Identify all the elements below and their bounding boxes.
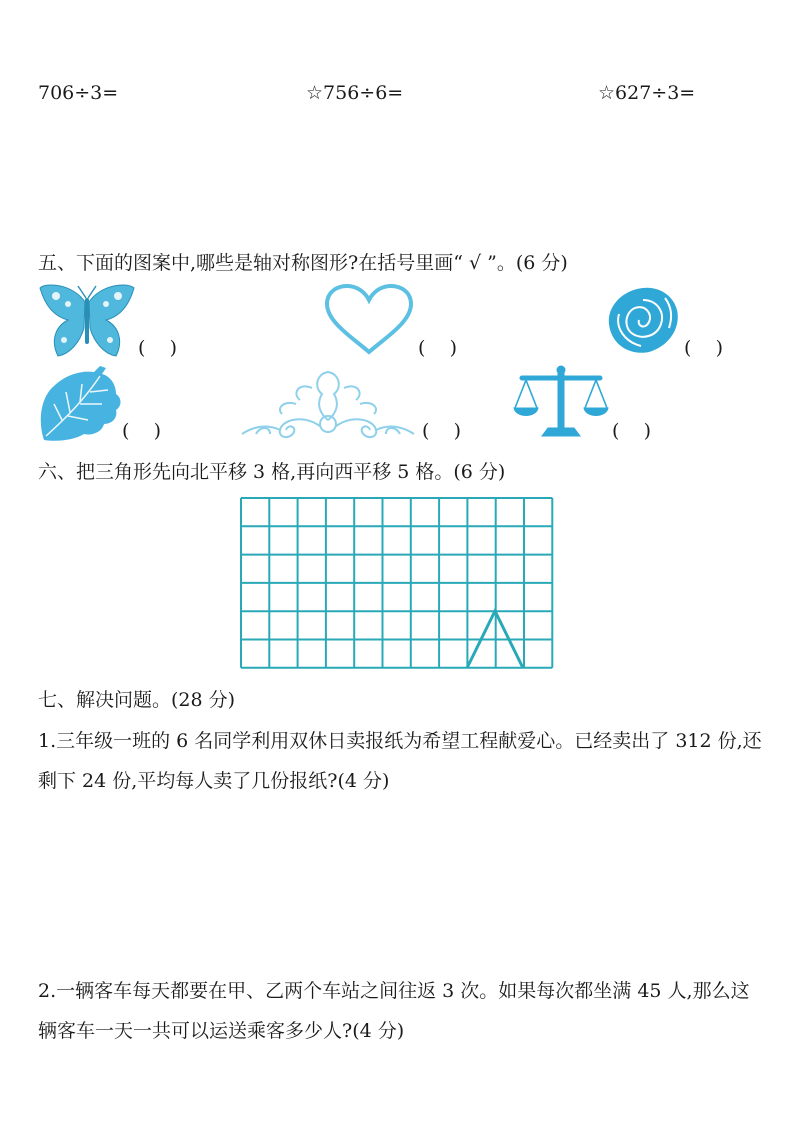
- calc-item-3: ☆627÷3=: [598, 82, 696, 104]
- answer-paren-butterfly[interactable]: ( ): [138, 337, 177, 359]
- calc-item-2: ☆756÷6=: [306, 82, 404, 104]
- heart-icon: [323, 282, 415, 358]
- section-5-title: 五、下面的图案中,哪些是轴对称图形?在括号里画“ √ ”。(6 分): [38, 252, 568, 274]
- rose-icon: [605, 284, 681, 356]
- balance-scale-icon: [512, 364, 610, 442]
- answer-paren-rose[interactable]: ( ): [684, 337, 723, 359]
- butterfly-icon: [38, 282, 136, 360]
- calc-item-1: 706÷3=: [38, 82, 119, 104]
- translation-grid: [238, 495, 556, 671]
- answer-paren-leaf[interactable]: ( ): [122, 420, 161, 442]
- section-6-title: 六、把三角形先向北平移 3 格,再向西平移 5 格。(6 分): [38, 461, 506, 483]
- answer-paren-ornament[interactable]: ( ): [422, 420, 461, 442]
- ornament-icon: [236, 364, 420, 440]
- question-1-text: 1.三年级一班的 6 名同学利用双休日卖报纸为希望工程献爱心。已经卖出了 312 份,还剩下 24 份,平均每人卖了几份报纸?(4 分): [38, 730, 762, 792]
- question-2-text: 2.一辆客车每天都要在甲、乙两个车站之间往返 3 次。如果每次都坐满 45 人,那么这辆客车一天一共可以运送乘客多少人?(4 分): [38, 980, 750, 1042]
- answer-paren-scale[interactable]: ( ): [612, 420, 651, 442]
- section-7-title: 七、解决问题。(28 分): [38, 689, 236, 711]
- grid-lines: [241, 498, 552, 668]
- leaf-icon: [36, 364, 124, 444]
- answer-paren-heart[interactable]: ( ): [418, 337, 457, 359]
